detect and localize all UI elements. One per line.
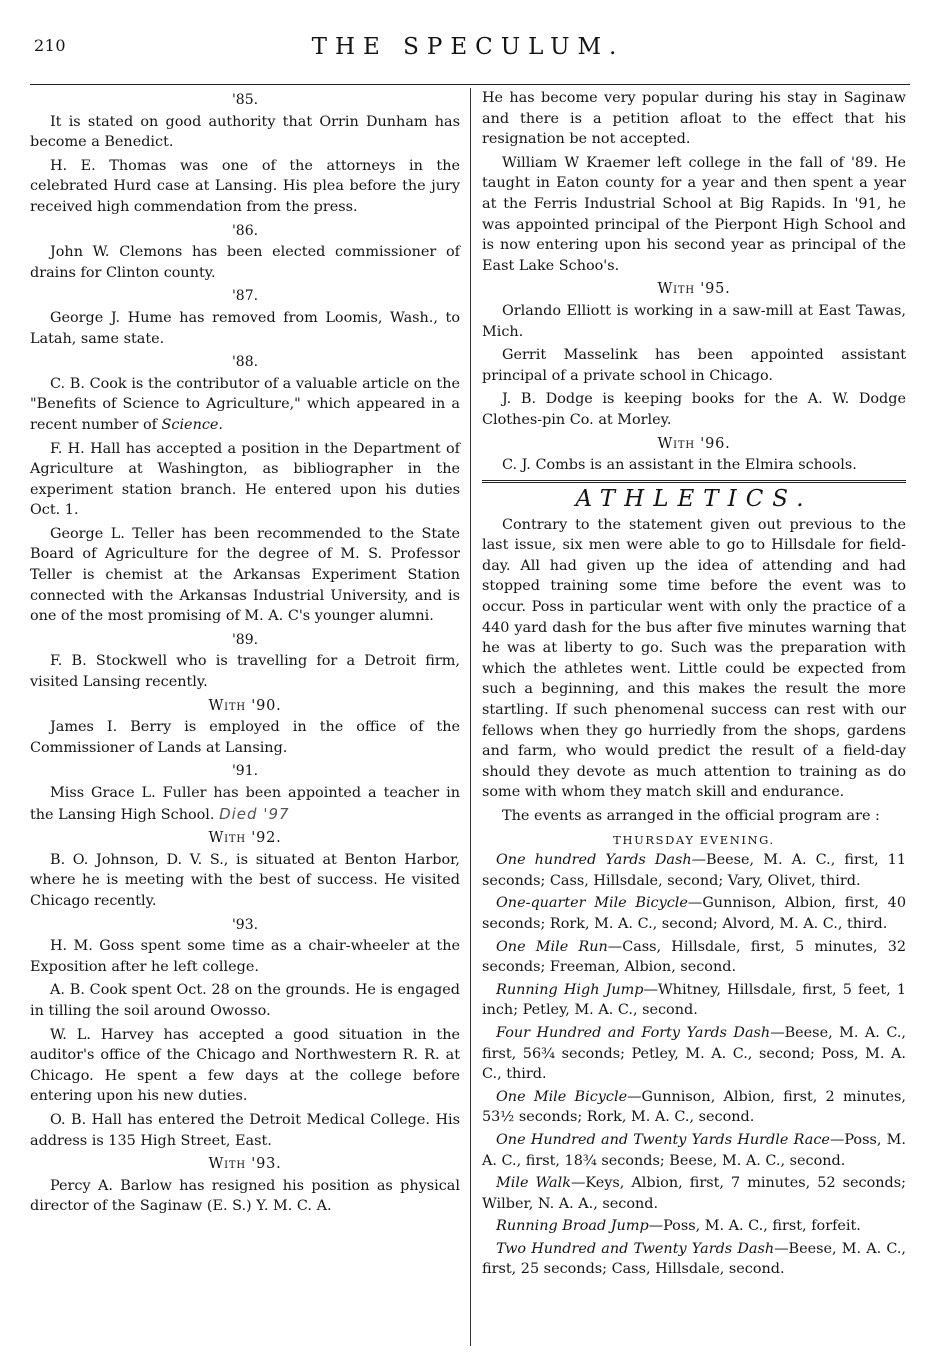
class-heading-89: '89.: [231, 631, 259, 648]
event-name: Two Hundred and Twenty Yards Dash: [496, 1240, 775, 1257]
news-item: W. L. Harvey has accepted a good situation in the auditor's office of the Chicago and Northwestern R. R. at Chicago. He spent a few days at the college before entering upon his new duties.: [30, 1026, 460, 1105]
event-outcome: —Cass, Hillsdale, first, 5 minutes, 32 seconds; Freeman, Albion, second.: [482, 938, 907, 976]
thursday-evening-heading: THURSDAY EVENING.: [613, 832, 775, 847]
class-heading-87: '87.: [231, 288, 259, 305]
news-item: Orlando Elliott is working in a saw-mill at East Tawas, Mich.: [482, 302, 906, 340]
news-item: George J. Hume has removed from Loomis, Wash., to Latah, same state.: [30, 309, 460, 347]
news-item: James I. Berry is employed in the office of the Commissioner of Lands at Lansing.: [30, 719, 460, 756]
page-number: 210: [34, 36, 67, 55]
class-heading-88: '88.: [231, 354, 259, 371]
news-item: [30, 783, 460, 825]
event-result: [482, 937, 906, 978]
column-divider: [470, 88, 471, 1346]
class-heading-85: '85.: [231, 92, 259, 108]
event-name: One-quarter Mile Bicycle: [496, 895, 688, 912]
news-item-text: Miss Grace L. Fuller has been appointed a teacher in the Lansing High School.: [30, 785, 460, 823]
event-outcome: —Beese, M. A. C., first, 25 seconds; Cass, Hillsdale, second.: [482, 1240, 906, 1278]
news-item-text: C. B. Cook is the contributor of a valuable article on the "Benefits of Science to Agriculture," which appeared in a recent number of: [30, 375, 460, 433]
event-result: [482, 1023, 906, 1085]
news-item: H. M. Goss spent some time as a chair-wheeler at the Exposition after he left college.: [30, 938, 460, 975]
event-results: [482, 850, 906, 1280]
news-item: O. B. Hall has entered the Detroit Medical College. His address is 135 High Street, East.: [30, 1111, 460, 1149]
event-name: One Mile Run: [496, 938, 608, 955]
right-column: [482, 88, 906, 1282]
event-name: Running Broad Jump: [496, 1218, 649, 1235]
event-result: [482, 1087, 906, 1128]
event-name: One Mile Bicycle: [496, 1088, 628, 1105]
class-heading-with-96: With '96.: [657, 435, 731, 452]
news-item: Gerrit Masselink has been appointed assistant principal of a private school in Chicago.: [482, 347, 906, 384]
event-outcome: —Beese, M. A. C., first, 11 seconds; Cass, Hillsdale, second; Vary, Olivet, third.: [482, 852, 906, 889]
class-heading-86: '86.: [231, 222, 259, 239]
news-item: John W. Clemons has been elected commissioner of drains for Clinton county.: [30, 244, 460, 281]
header-rule: [30, 84, 910, 85]
event-result: [482, 893, 906, 934]
news-item: Percy A. Barlow has resigned his position as physical director of the Saginaw (E. S.) Y. M. C. A.: [30, 1177, 460, 1215]
class-heading-with-90: With '90.: [208, 697, 282, 714]
event-result: [482, 980, 906, 1021]
event-name: One hundred Yards Dash: [496, 852, 692, 869]
class-heading-93: '93.: [231, 916, 259, 933]
event-outcome: —Beese, M. A. C., first, 56¾ seconds; Petley, M. A. C., second; Poss, M. A. C., third.: [482, 1024, 906, 1083]
event-outcome: —Poss, M. A. C., first, 18¾ seconds; Beese, M. A. C., second.: [482, 1131, 906, 1169]
journal-title: THE SPECULUM.: [311, 34, 625, 60]
event-name: One Hundred and Twenty Yards Hurdle Race: [496, 1131, 830, 1148]
event-outcome: —Poss, M. A. C., first, forfeit.: [648, 1218, 861, 1235]
athletics-intro: Contrary to the statement given out previous to the last issue, six men were able to go to Hillsdale for field-day. All had given up the idea of attending and had stopped training some time before the event was to occur. Poss in particular went with only the practice of a 440 yard dash for the bus after five minutes warning that he was at liberty to go. Such was the preparation with which the athletes went. Little could be expected from such a beginning, and this makes the result the more startling. If such phenomenal success can rest with our fellows when they go hurriedly from the shops, gardens and farm, who would predict the result of a field-day should they devote as much attention to training as do some with whom they match skill and endurance.: [482, 516, 906, 801]
news-item: F. H. Hall has accepted a position in the Department of Agriculture at Washington, as bibliographer in the experiment station branch. He entered upon his duties Oct. 1.: [30, 440, 460, 519]
class-heading-with-92: With '92.: [208, 830, 282, 847]
event-outcome: —Keys, Albion, first, 7 minutes, 52 seconds; Wilber, N. A. A., second.: [482, 1175, 906, 1212]
news-item: It is stated on good authority that Orrin Dunham has become a Benedict.: [30, 113, 460, 151]
event-result: [482, 1173, 906, 1214]
athletics-program-intro: The events as arranged in the official program are :: [502, 808, 880, 824]
class-heading-with-95: With '95.: [657, 281, 731, 298]
event-outcome: —Gunnison, Albion, first, 40 seconds; Rork, M. A. C., second; Alvord, M. A. C., third.: [482, 895, 906, 932]
class-heading-91: '91.: [231, 763, 259, 780]
athletics-heading: ATHLETICS.: [575, 485, 813, 512]
event-outcome: —Gunnison, Albion, first, 2 minutes, 53½ seconds; Rork, M. A. C., second.: [482, 1088, 907, 1126]
journal-reference: Science.: [161, 416, 223, 433]
news-item: [30, 374, 460, 436]
section-rule: [482, 480, 906, 483]
news-item: H. E. Thomas was one of the attorneys in the celebrated Hurd case at Lansing. His plea before the jury received high commendation from the press.: [30, 157, 460, 215]
event-result: [482, 1130, 906, 1171]
news-item: J. B. Dodge is keeping books for the A. W. Dodge Clothes-pin Co. at Morley.: [482, 391, 906, 428]
news-item: A. B. Cook spent Oct. 28 on the grounds. He is engaged in tilling the soil around Owosso.: [30, 982, 460, 1019]
news-item: F. B. Stockwell who is travelling for a Detroit firm, visited Lansing recently.: [30, 653, 460, 691]
news-item-continued: He has become very popular during his stay in Saginaw and there is a petition afloat to the effect that his resignation be not accepted.: [482, 90, 906, 148]
event-name: Running High Jump: [496, 981, 644, 998]
class-heading-with-93: With '93.: [208, 1156, 282, 1173]
event-name: Four Hundred and Forty Yards Dash: [496, 1024, 771, 1041]
news-item: C. J. Combs is an assistant in the Elmira schools.: [502, 457, 857, 474]
news-item: George L. Teller has been recommended to the State Board of Agriculture for the degree of M. S. Professor Teller is chemist at the Arkansas Experiment Station connected with the Arkansas Industrial University, and is one of the most promising of M. A. C's younger alumni.: [30, 525, 460, 625]
event-result: [482, 1216, 906, 1237]
handwritten-annotation: Died '97: [219, 804, 290, 823]
news-item: William W Kraemer left college in the fall of '89. He taught in Eaton county for a year and then spent a year at the Ferris Industrial School at Big Rapids. In '91, he was appointed principal of the Pierpont High School and is now entering upon his second year as principal of the East Lake Schoo's.: [482, 154, 906, 274]
event-name: Mile Walk: [496, 1175, 571, 1192]
event-result: [482, 850, 906, 891]
left-column: [30, 88, 460, 1220]
news-item: B. O. Johnson, D. V. S., is situated at Benton Harbor, where he is meeting with the best of success. He visited Chicago recently.: [30, 851, 460, 909]
event-result: [482, 1239, 906, 1280]
event-outcome: —Whitney, Hillsdale, first, 5 feet, 1 inch; Petley, M. A. C., second.: [482, 981, 906, 1019]
